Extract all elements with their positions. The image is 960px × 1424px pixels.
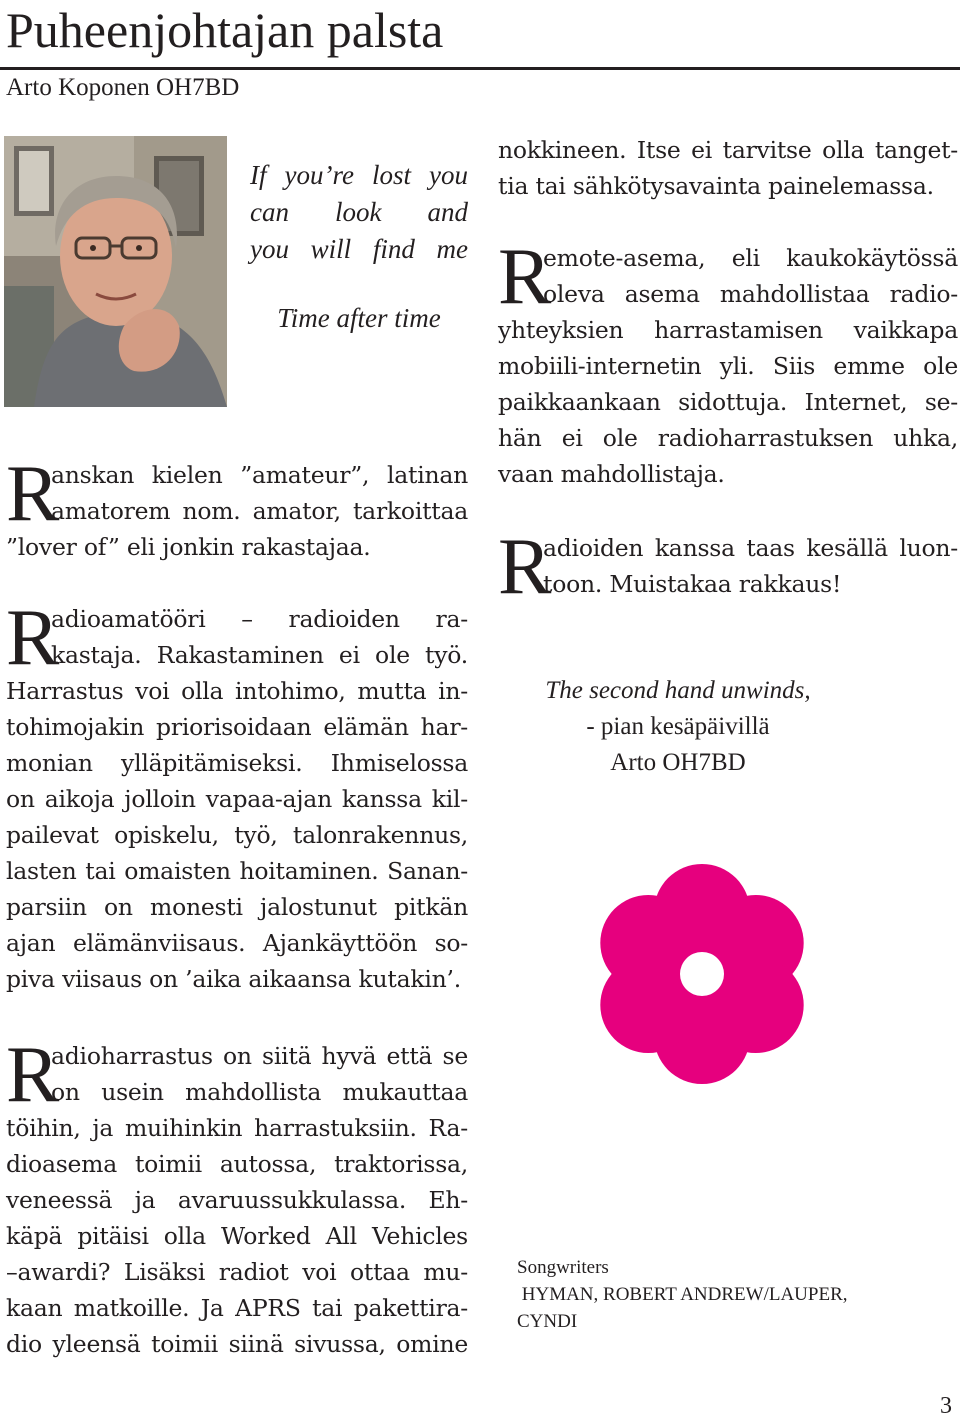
- drop-cap: R: [6, 594, 60, 682]
- paragraph-continuation: [498, 132, 958, 204]
- text-line: kastaja. Rakastaminen ei ole työ.: [51, 641, 468, 669]
- text-line: –awardi? Lisäksi radiot voi ottaa mu-: [6, 1258, 468, 1286]
- text-line: paikkaankaan sidottuja. Internet, se-: [498, 388, 958, 416]
- text-line: amatorem nom. amator, tarkoittaa: [51, 497, 468, 525]
- text-line: kaan matkoille. Ja APRS tai pakettira-: [6, 1294, 468, 1322]
- text-line: oleva asema mahdollistaa radio-: [543, 280, 958, 308]
- drop-cap: R: [6, 450, 60, 538]
- signature-quote: The second hand unwinds,: [545, 677, 811, 704]
- title-rule: [0, 67, 960, 70]
- paragraph-radio-lover: [6, 594, 468, 997]
- text-line: ajan elämänviisaus. Ajankäyttöön so-: [6, 929, 468, 957]
- text-line: parsiin on monesti jalostunut pitkän: [6, 893, 468, 921]
- text-line: emote-asema, eli kaukokäytössä: [543, 244, 958, 272]
- text-line: dio yleensä toimii siinä sivussa, omine: [6, 1330, 468, 1358]
- drop-cap: R: [6, 1031, 60, 1119]
- text-line: vaan mahdollistaja.: [498, 460, 725, 488]
- signature-block: [498, 673, 858, 781]
- text-line: adioiden kanssa taas kesällä luon-: [543, 534, 958, 562]
- paragraph-amateur-definition: [6, 450, 468, 565]
- signature-greeting: - pian kesäpäivillä: [586, 713, 770, 740]
- flower-illustration: [590, 862, 814, 1086]
- quote-line: can look and: [250, 197, 468, 227]
- text-line: käpä pitäisi olla Worked All Vehicles: [6, 1222, 468, 1250]
- text-line: töihin, ja muihinkin harrastuksiin. Ra-: [6, 1114, 468, 1142]
- text-line: anskan kielen ”amateur”, latinan: [51, 461, 468, 489]
- quote-line: If you’re lost you: [250, 160, 468, 190]
- drop-cap: R: [498, 523, 552, 611]
- paragraph-summer: [498, 523, 958, 611]
- text-line: ”lover of” eli jonkin rakastajaa.: [6, 533, 371, 561]
- drop-cap: R: [498, 233, 552, 321]
- text-line: monian ylläpitämiseksi. Ihmiselossa: [6, 749, 468, 777]
- author-byline: Arto Koponen OH7BD: [6, 74, 240, 101]
- credits-line: HYMAN, ROBERT ANDREW/LAUPER,: [517, 1284, 848, 1305]
- text-line: pailevat opiskelu, työ, talonrakennus,: [6, 821, 468, 849]
- text-line: piva viisaus on ’aika aikaansa kutakin’.: [6, 965, 461, 993]
- text-line: lasten tai omaisten hoitaminen. Sanan-: [6, 857, 468, 885]
- text-line: adioamatööri – radioiden ra-: [51, 605, 468, 633]
- page-number: 3: [940, 1393, 952, 1419]
- text-line: veneessä ja avaruussukkulassa. Eh-: [6, 1186, 468, 1214]
- quote-line: you will find me: [250, 234, 468, 264]
- text-line: tia tai sähkötysavainta painelemassa.: [498, 172, 934, 200]
- signature-name: Arto OH7BD: [610, 749, 746, 776]
- text-line: tohimojakin priorisoidaan elämän har-: [6, 713, 468, 741]
- paragraph-radio-hobby: [6, 1031, 468, 1362]
- text-line: adioharrastus on siitä hyvä että se: [51, 1042, 468, 1070]
- text-line: toon. Muistakaa rakkaus!: [543, 570, 842, 598]
- text-line: dioasema toimii autossa, traktorissa,: [6, 1150, 468, 1178]
- page-title: Puheenjohtajan palsta: [6, 2, 444, 58]
- song-title: Time after time: [277, 303, 441, 333]
- text-line: on usein mahdollista mukauttaa: [51, 1078, 468, 1106]
- portrait-image: [4, 136, 227, 407]
- paragraph-remote-station: [498, 233, 958, 492]
- flower-icon: [590, 862, 814, 1086]
- credits-line: CYNDI: [517, 1311, 578, 1332]
- text-line: on aikoja jolloin vapaa-ajan kanssa kil-: [6, 785, 468, 813]
- credits-label: Songwriters: [517, 1257, 609, 1278]
- text-line: nokkineen. Itse ei tarvitse olla tanget-: [498, 136, 958, 164]
- text-line: Harrastus voi olla intohimo, mutta in-: [6, 677, 468, 705]
- text-line: mobiili-internetin yli. Siis emme ole: [498, 352, 958, 380]
- author-photo: [4, 136, 227, 407]
- text-line: hän ei ole radioharrastuksen uhka,: [498, 424, 958, 452]
- songwriter-credits: [517, 1254, 848, 1335]
- song-quote: [250, 157, 468, 268]
- text-line: yhteyksien harrastamisen vaikkapa: [498, 316, 958, 344]
- flower-center: [680, 952, 724, 996]
